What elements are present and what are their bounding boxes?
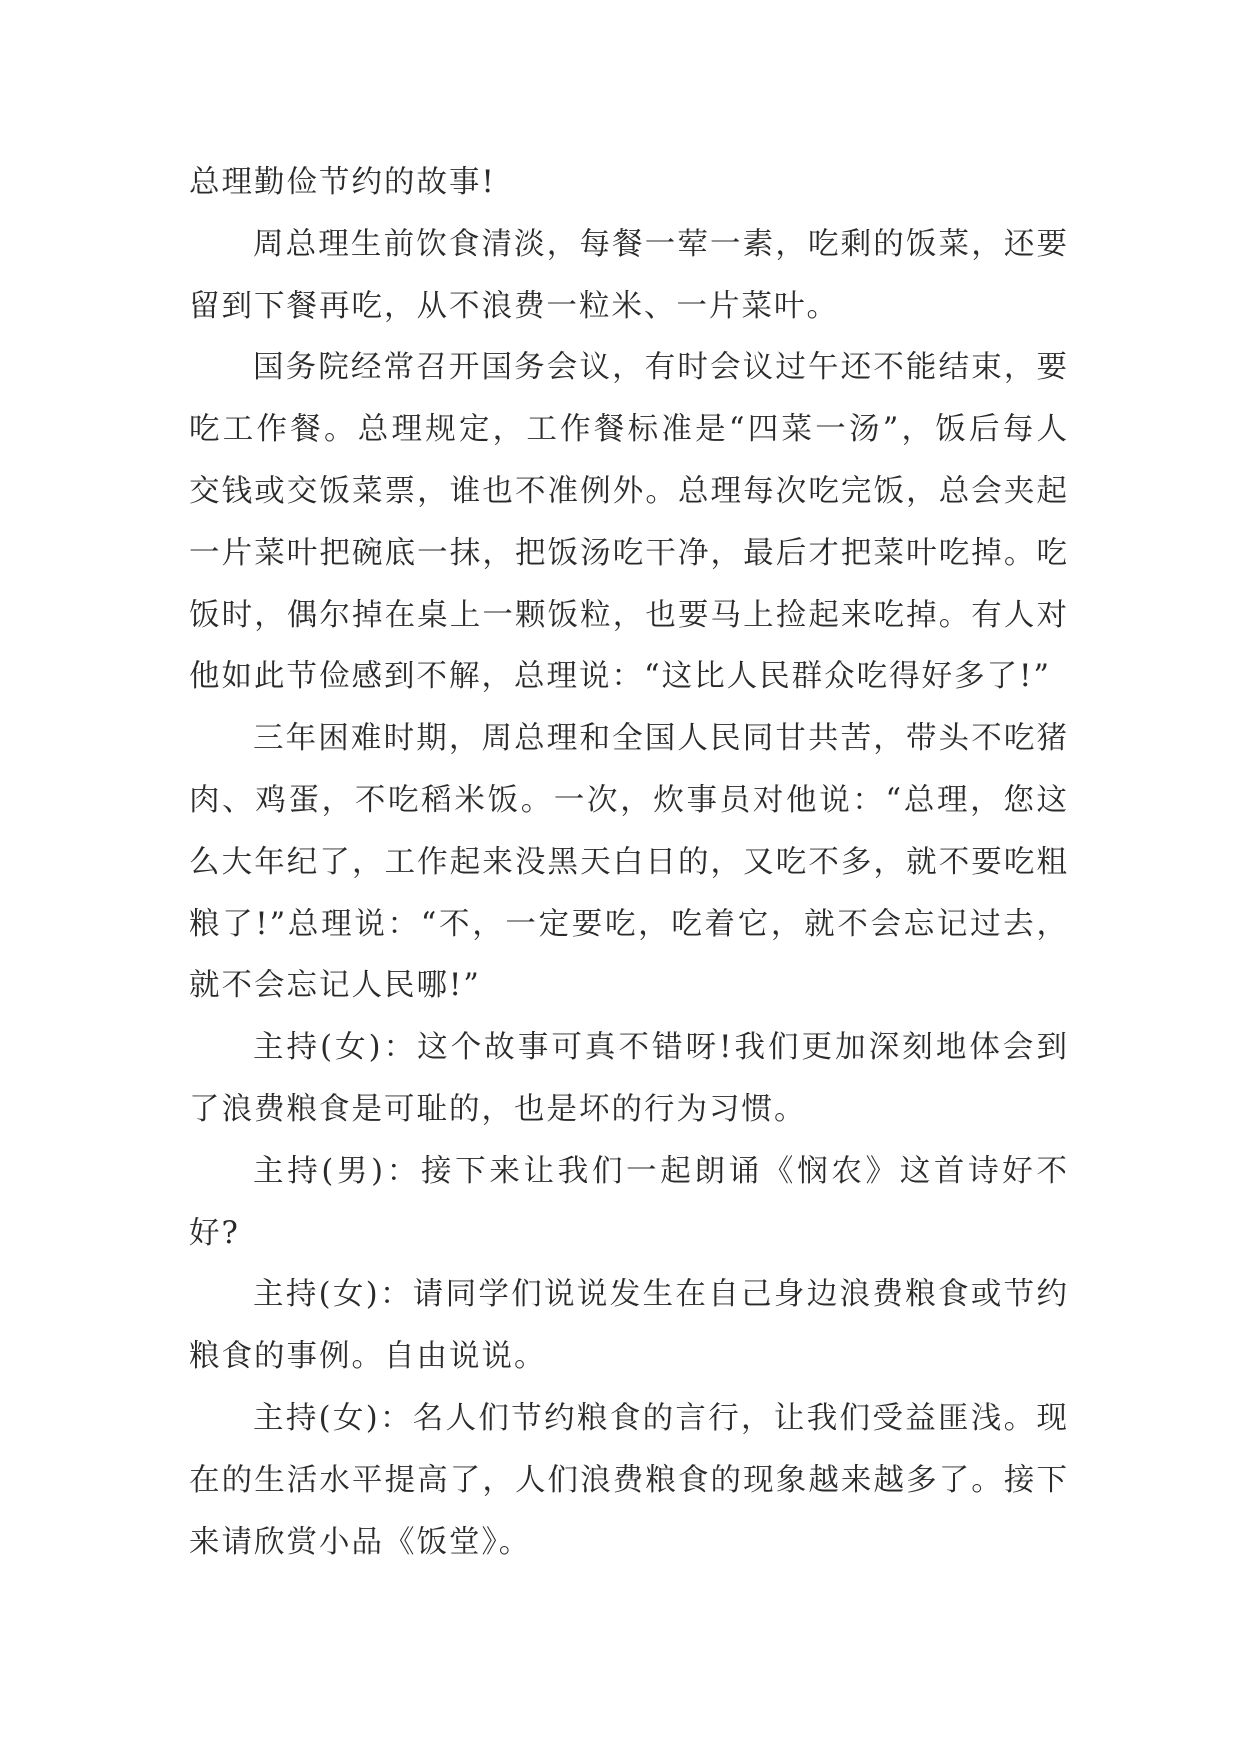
- paragraph-hard-times: 三年困难时期，周总理和全国人民同甘共苦，带头不吃猪肉、鸡蛋，不吃稻米饭。一次，炊事员对他说：“总理，您这么大年纪了，工作起来没黑天白日的，又吃不多，就不要吃粗粮了!”总理说：“不，一定要吃，吃着它，就不会忘记过去，就不会忘记人民哪!”: [189, 721, 1069, 1004]
- paragraph-work-meal: 国务院经常召开国务会议，有时会议过午还不能结束，要吃工作餐。总理规定，工作餐标准是“四菜一汤”，饭后每人交钱或交饭菜票，谁也不准例外。总理每次吃完饭，总会夹起一片菜叶把碗底一抹，把饭汤吃干净，最后才把菜叶吃掉。吃饭时，偶尔掉在桌上一颗饭粒，也要马上捡起来吃掉。有人对他如此节俭感到不解，总理说：“这比人民群众吃得好多了!”: [189, 350, 1069, 695]
- paragraph-host-female-3: 主持(女)：名人们节约粮食的言行，让我们受益匪浅。现在的生活水平提高了，人们浪费粮食的现象越来越多了。接下来请欣赏小品《饭堂》。: [189, 1400, 1069, 1560]
- paragraph-host-female-2: 主持(女)：请同学们说说发生在自己身边浪费粮食或节约粮食的事例。自由说说。: [189, 1277, 1069, 1375]
- paragraph-host-female-1: 主持(女)：这个故事可真不错呀!我们更加深刻地体会到了浪费粮食是可耻的，也是坏的行为习惯。: [189, 1030, 1069, 1127]
- document-body: [189, 152, 1069, 1573]
- paragraph-story-title: 总理勤俭节约的故事!: [189, 165, 496, 200]
- paragraph-diet: 周总理生前饮食清淡，每餐一荤一素，吃剩的饭菜，还要留到下餐再吃，从不浪费一粒米、一片菜叶。: [189, 226, 1069, 324]
- paragraph-host-male: 主持(男)：接下来让我们一起朗诵《悯农》这首诗好不好?: [189, 1153, 1069, 1251]
